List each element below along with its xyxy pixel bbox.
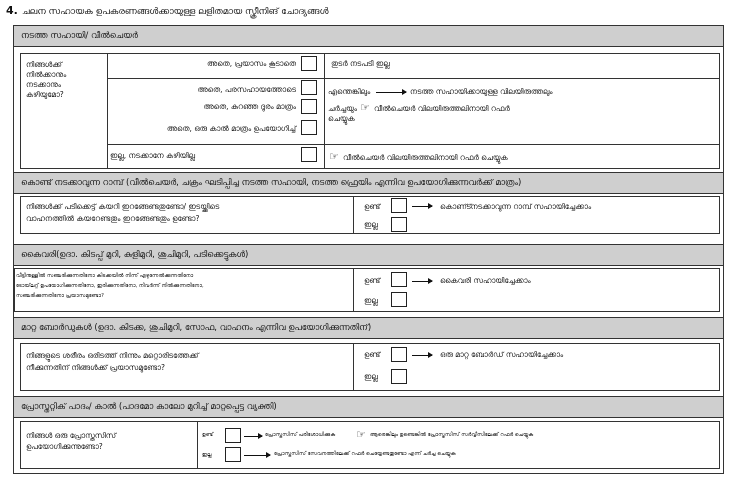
s1-option-no-difficulty: അതെ, പ്രയാസം കൂടാതെ <box>207 59 296 68</box>
s4-yes-label: ഉണ്ട് <box>364 350 381 359</box>
arrow-icon <box>244 455 270 456</box>
s3-no-label: ഇല്ല <box>364 296 378 305</box>
section-walking-aid-header: നടത്ത സഹായി/ വീൽചെയർ <box>13 25 724 47</box>
s4-result: ഒരു മാറ്റ ബോർഡ് സഹായിച്ചേക്കാം <box>440 350 564 359</box>
s3-answer-cell <box>353 268 720 312</box>
s1-result-do: ചെയ്യുക <box>328 114 355 123</box>
s1-checkbox-no-difficulty[interactable] <box>301 56 317 71</box>
section-prosthesis-header: പ്രോസ്തറ്റിക് പാദം/ കാൽ (പാദമോ കാലോ മുറിച്ച് മാറ്റപ്പെട്ട വ്യക്തി) <box>13 396 724 418</box>
s4-no-checkbox[interactable] <box>391 369 407 384</box>
arrow-icon <box>412 281 432 282</box>
s1-checkbox-one-leg[interactable] <box>301 120 317 135</box>
s3-yes-checkbox[interactable] <box>391 272 407 287</box>
s1-option-cannot-walk: ഇല്ല, നടക്കാനേ കഴിയില്ല <box>110 151 196 160</box>
s1-question-line3: നടക്കാനും <box>26 80 61 89</box>
s2-no-label: ഇല്ല <box>364 220 378 229</box>
s3-question-line1: വീട്ടിനുള്ളിൽ സഞ്ചരിക്കുന്നതിനോ കിടക്കയിൽ നിന്ന് എഴുന്നേൽക്കുന്നതിനോ <box>16 273 194 279</box>
s5-no-result: പ്രോസ്തസിസ് സേവനത്തിലേക്ക് റഫർ ചെയ്യേണ്ടതുണ്ടോ എന്ന് ചർച്ച ചെയ്യുക <box>274 451 456 457</box>
s4-yes-checkbox[interactable] <box>391 347 407 362</box>
pointing-hand-icon: ☞ <box>329 150 339 163</box>
section-handrail-header: കൈവരി(ഉദാ. കിടപ്പ് മുറി, കുളിമുറി, ശുചിമുറി, പടിക്കെട്ടുകൾ) <box>13 244 724 266</box>
s5-question-line1: നിങ്ങൾ ഒരു പ്രോസ്തസിസ് <box>26 431 116 440</box>
section-title: ചലന സഹായക ഉപകരണങ്ങൾക്കായുള്ള ലളിതമായ സ്ക്രീനിങ് ചോദ്യങ്ങൾ <box>21 7 329 17</box>
s1-result-any: എന്തെങ്കിലും <box>328 87 371 96</box>
s2-no-checkbox[interactable] <box>391 217 407 232</box>
s5-no-label: ഇല്ല <box>202 452 212 458</box>
s1-result-wheelchair-refer: വീൽചെയർ വിലയിരുത്തലിനായി റഫർ <box>374 104 510 113</box>
arrow-icon <box>412 206 432 207</box>
s4-question-line2: നീക്കുന്നതിന് നിങ്ങൾക്ക് പ്രയാസമുണ്ടോ? <box>26 363 165 372</box>
s2-question-line1: നിങ്ങൾക്ക് പടിക്കെട്ട് കയറി ഇറങ്ങേണ്ടതുണ്ടോ/ ഇടയ്ക്കിടെ <box>26 202 220 211</box>
pointing-hand-icon: ☞ <box>356 428 366 441</box>
s4-question-line1: നിങ്ങളുടെ ശരീരം ഒരിടത്ത് നിന്നും മറ്റൊരിടത്തേക്ക് <box>26 351 199 360</box>
s5-yes-result-refer: ആരെങ്കിലും ഉണ്ടെങ്കിൽ പ്രോസ്തസിസ് സർവ്വീസിലേക്ക് റഫർ ചെയ്യുക <box>370 432 534 438</box>
s3-result: കൈവരി സഹായിച്ചേക്കാം <box>440 276 531 285</box>
s1-checkbox-short-distance[interactable] <box>301 99 317 114</box>
s2-result: കൊണ്ട്നടക്കാവുന്ന റാമ്പ് സഹായിച്ചേക്കാം <box>440 202 592 211</box>
s1-option-with-help: അതെ, പരസഹായത്തോടെ <box>197 85 296 94</box>
s3-question-line3: സഞ്ചരിക്കുന്നതിനോ പ്രയാസമുണ്ടോ? <box>16 293 104 299</box>
s3-no-checkbox[interactable] <box>391 292 407 307</box>
s3-question-line2: ടോയ്‌ലറ്റ് ഉപയോഗിക്കുന്നതിനോ, ഇരിക്കുന്നതിനോ, നിവർന്ന് നിൽക്കുന്നതിനോ, <box>16 283 204 289</box>
s3-yes-label: ഉണ്ട് <box>364 276 381 285</box>
s2-yes-checkbox[interactable] <box>391 198 407 213</box>
s5-yes-result-check: പ്രോസ്തസിസ് പരിശോധിക്കുക <box>265 432 336 438</box>
pointing-hand-icon: ☞ <box>360 101 370 114</box>
s5-question-line2: ഉപയോഗിക്കുന്നുണ്ടോ? <box>26 442 103 451</box>
s4-no-label: ഇല്ല <box>364 372 378 381</box>
s1-result-discuss: ചർച്ചയും <box>328 104 357 113</box>
s2-yes-label: ഉണ്ട് <box>364 202 381 211</box>
section-number: 4. <box>6 4 18 17</box>
s1-option-one-leg: അതെ, ഒരു കാൽ മാത്രം ഉപയോഗിച്ച് <box>166 124 296 133</box>
section-transfer-board-header: മാറ്റ ബോർഡുകൾ (ഉദാ. കിടക്ക, ശുചിമുറി, സോഫ, വാഹനം എന്നിവ ഉപയോഗിക്കുന്നതിന്) <box>13 317 724 339</box>
s1-option-short-distance: അതെ, കുറഞ്ഞ ദൂരം മാത്രം <box>203 102 296 111</box>
s1-question-line4: കഴിയുമോ? <box>26 90 64 99</box>
s1-result-no-action: തുടർ നടപടി ഇല്ല <box>331 59 390 68</box>
s1-checkbox-cannot-walk[interactable] <box>301 147 317 162</box>
s5-answer-cell <box>197 421 720 469</box>
s2-question-line2: വാഹനത്തിൽ കയറേണ്ടതും ഇറങ്ങേണ്ടതും ഉണ്ടോ? <box>26 214 200 223</box>
s5-yes-checkbox[interactable] <box>225 428 241 443</box>
s5-yes-label: ഉണ്ട് <box>202 432 214 438</box>
arrow-icon <box>244 436 262 437</box>
section-ramp-header: കൊണ്ട് നടക്കാവുന്ന റാമ്പ് (വീൽചെയർ, ചക്രം ഘടിപ്പിച്ച നടത്ത സഹായി, നടത്ത ഫ്രെയിം എന്നിവ ഉപയോഗിക്കുന്നവർക്ക് മാത്രം) <box>13 172 724 194</box>
s1-question-line1: നിങ്ങൾക്ക് <box>26 60 62 69</box>
arrow-icon <box>412 355 432 356</box>
form-title <box>6 4 328 17</box>
s1-question-line2: നിൽക്കാനും <box>26 70 67 79</box>
s1-checkbox-with-help[interactable] <box>301 80 317 95</box>
arrow-icon <box>376 92 406 93</box>
s1-result-refer-wheelchair: വീൽചെയർ വിലയിരുത്തലിനായി റഫർ ചെയ്യുക <box>343 153 508 162</box>
s5-no-checkbox[interactable] <box>225 447 241 462</box>
s1-result-walking-aid: നടത്ത സഹായിക്കായുള്ള വിലയിരുത്തലും <box>410 87 553 96</box>
